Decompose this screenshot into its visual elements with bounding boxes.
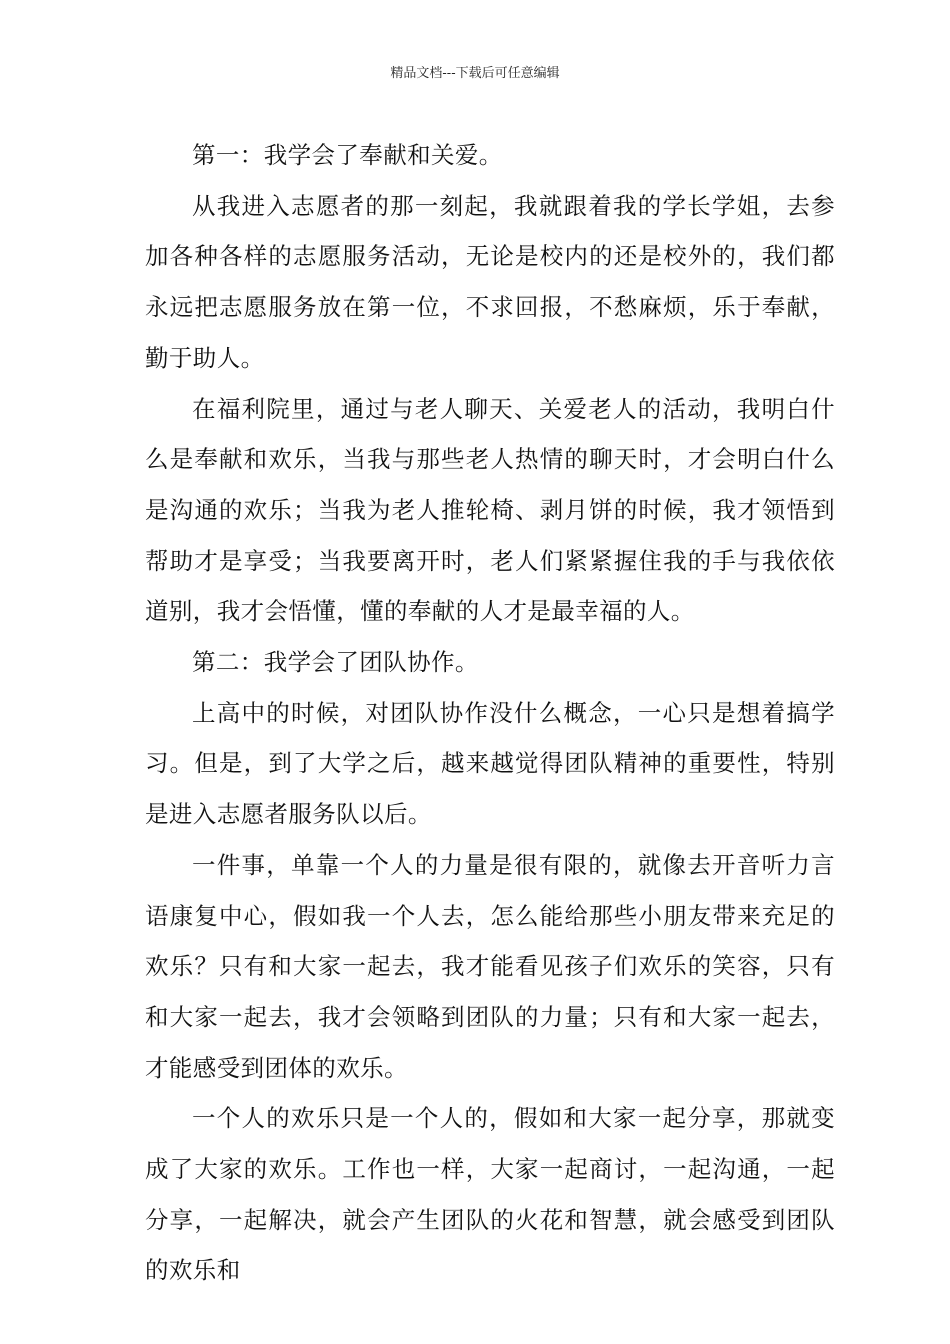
paragraph: 一件事，单靠一个人的力量是很有限的，就像去开音听力言语康复中心，假如我一个人去，怎么能给那些小朋友带来充足的欢乐？只有和大家一起去，我才能看见孩子们欢乐的笑容，只有和大家一起去，我才会领略到团队的力量；只有和大家一起去，才能感受到团体的欢乐。: [145, 850, 835, 1082]
paragraph: 上高中的时候，对团队协作没什么概念，一心只是想着搞学习。但是，到了大学之后，越来越觉得团队精神的重要性，特别是进入志愿者服务队以后。: [145, 698, 835, 829]
paragraph: 在福利院里，通过与老人聊天、关爱老人的活动，我明白什么是奉献和欢乐，当我与那些老人热情的聊天时，才会明白什么是沟通的欢乐；当我为老人推轮椅、剥月饼的时候，我才领悟到帮助才是享受；当我要离开时，老人们紧紧握住我的手与我依依道别，我才会悟懂，懂的奉献的人才是最幸福的人。: [145, 394, 835, 626]
paragraph: 一个人的欢乐只是一个人的，假如和大家一起分享，那就变成了大家的欢乐。工作也一样，大家一起商讨，一起沟通，一起分享，一起解决，就会产生团队的火花和智慧，就会感受到团队的欢乐和: [145, 1104, 835, 1285]
paragraph-heading-1: 第一：我学会了奉献和关爱。: [192, 141, 503, 169]
paragraph: 从我进入志愿者的那一刻起，我就跟着我的学长学姐，去参加各种各样的志愿服务活动，无论是校内的还是校外的，我们都永远把志愿服务放在第一位，不求回报，不愁麻烦，乐于奉献，勤于助人。: [145, 191, 835, 372]
paragraph-heading-2: 第二：我学会了团队协作。: [192, 648, 479, 677]
page-header: 精品文档---下载后可任意编辑: [390, 66, 560, 81]
document-body: [145, 130, 835, 1296]
